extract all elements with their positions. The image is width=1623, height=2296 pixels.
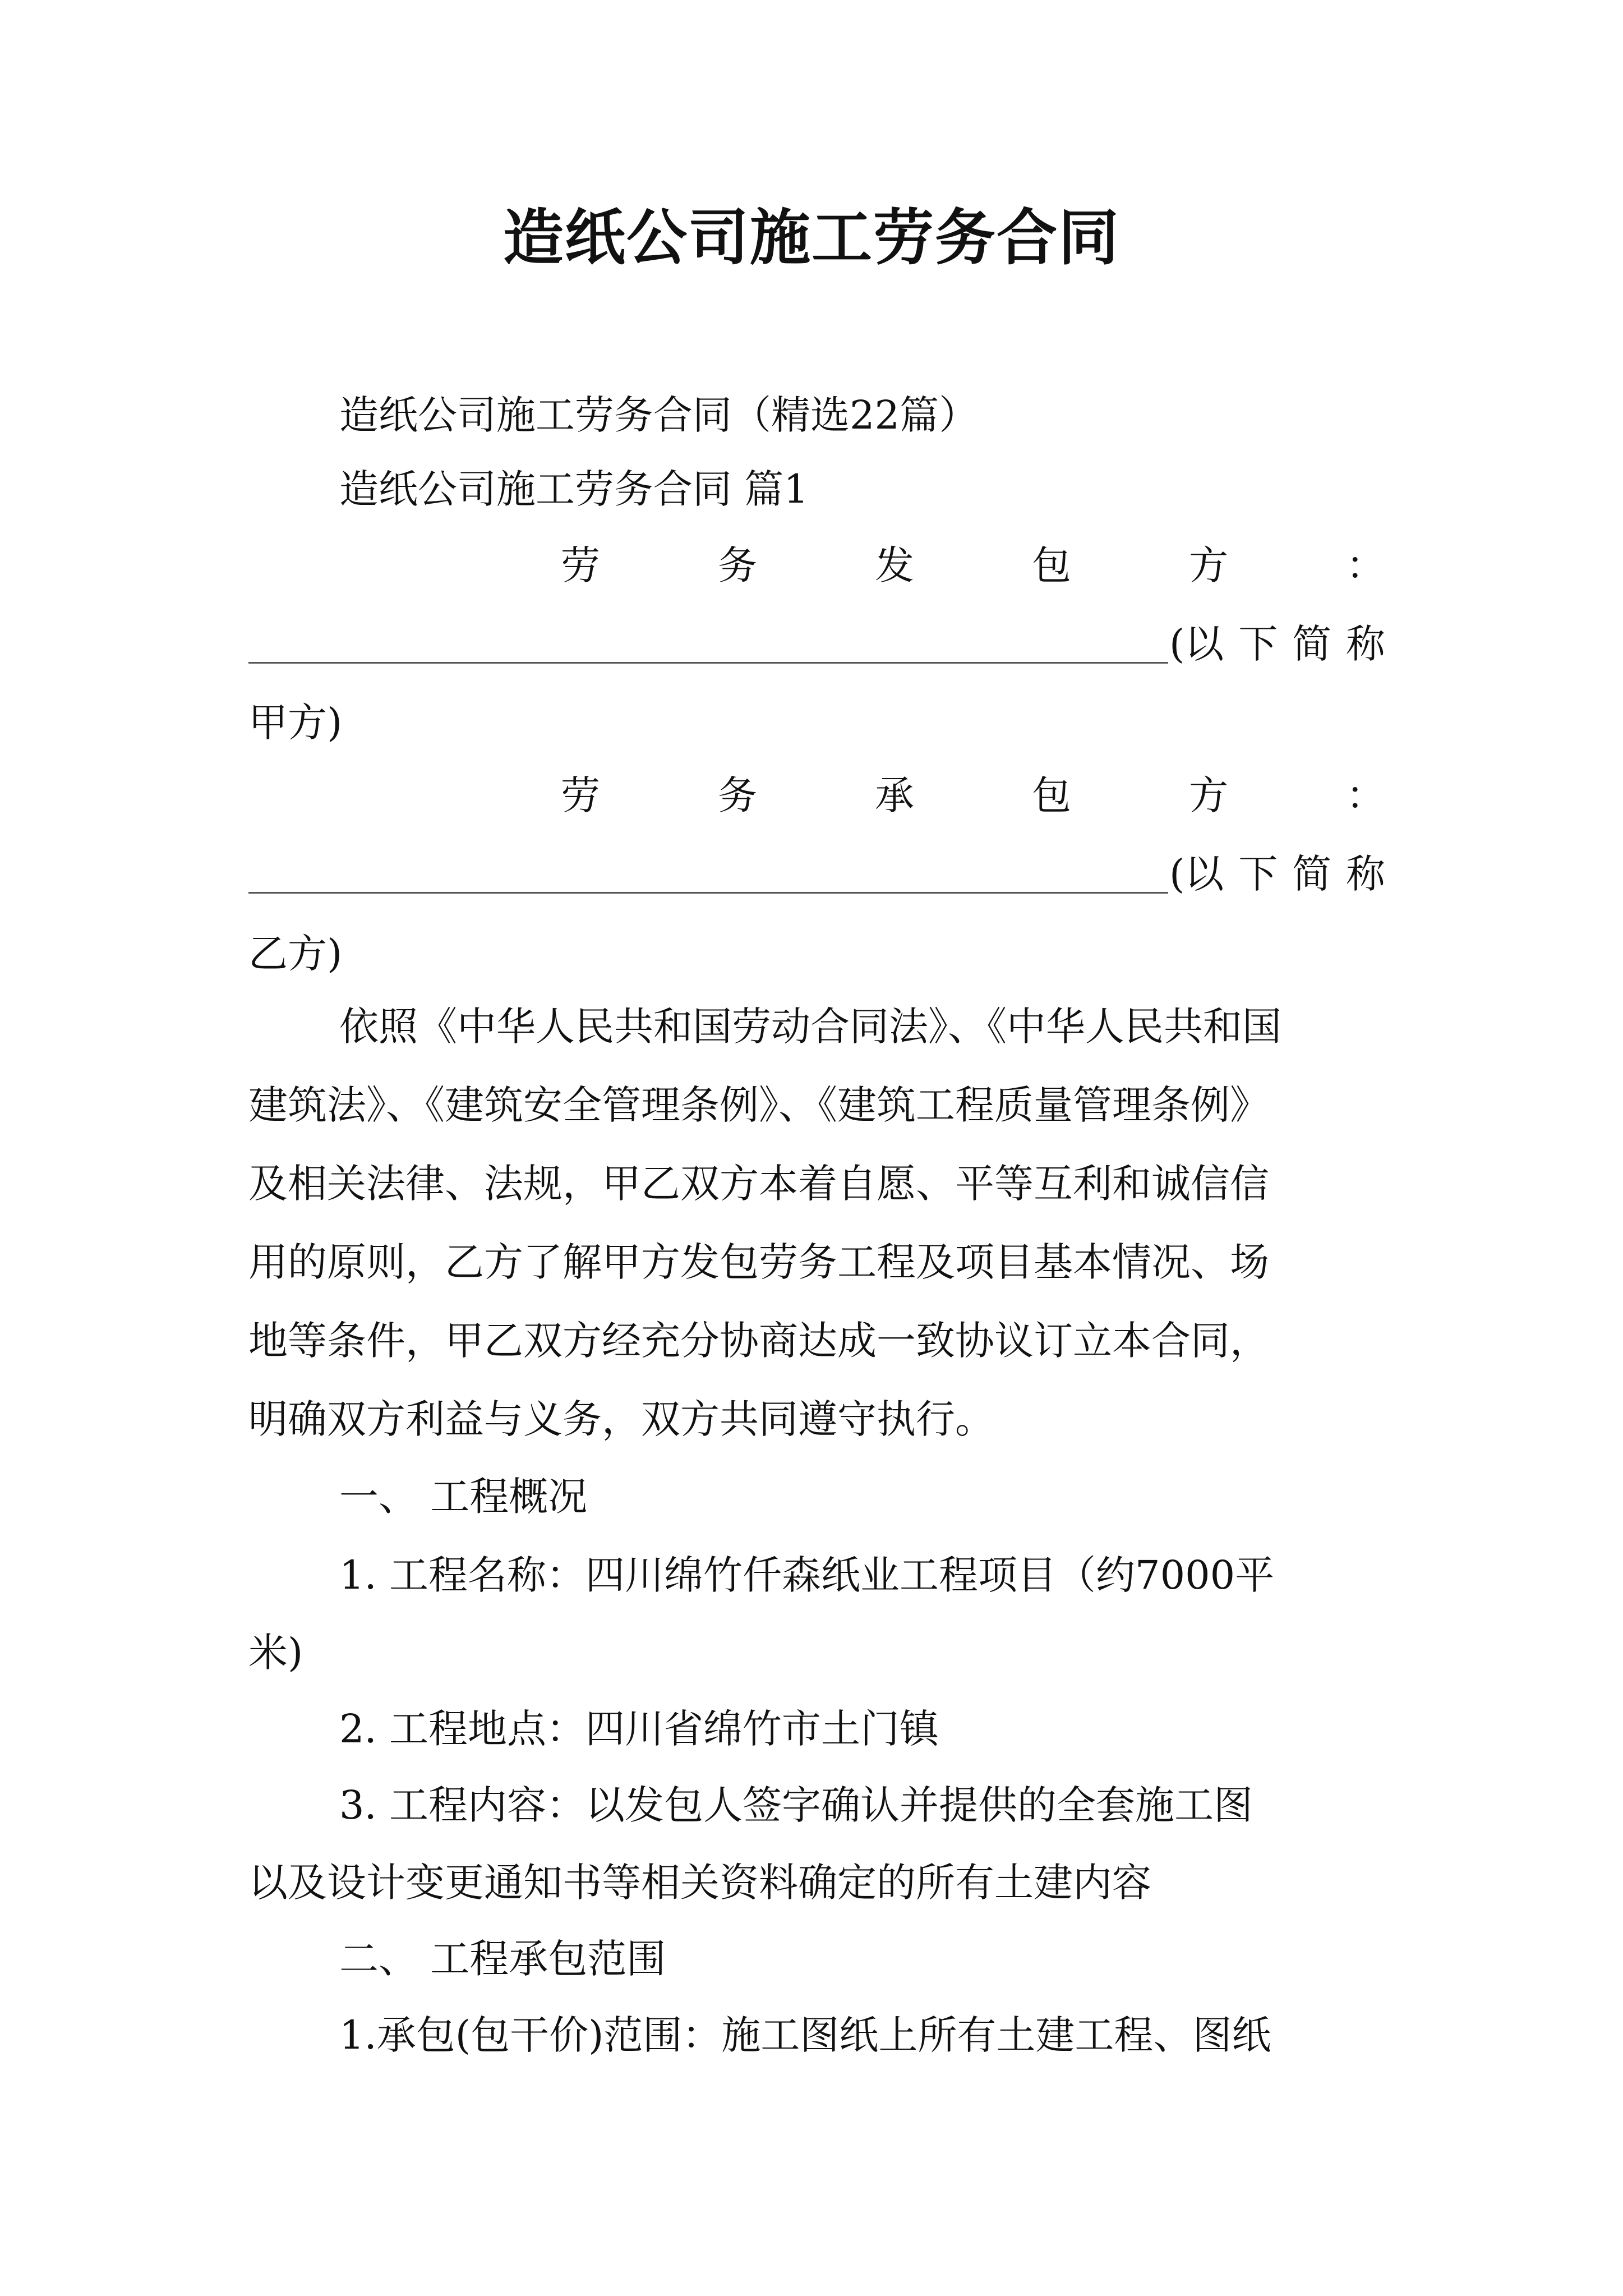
party-b-char: 承 xyxy=(875,772,914,818)
party-a-paren-char: (以 xyxy=(1169,621,1224,667)
section-heading: 二、 工程承包范围 xyxy=(339,1936,666,1982)
basis-line: 及相关法律、法规，甲乙双方本着自愿、平等互利和诚信信 xyxy=(248,1161,1269,1207)
part-heading: 造纸公司施工劳务合同 篇1 xyxy=(339,466,809,512)
party-a-label xyxy=(561,537,1385,593)
party-a-char: 包 xyxy=(1032,542,1071,588)
party-b-char: 务 xyxy=(718,772,757,818)
basis-line: 用的原则，乙方了解甲方发包劳务工程及项目基本情况、场 xyxy=(248,1239,1269,1285)
party-a-paren-char: 简 xyxy=(1292,621,1332,667)
party-a-paren-char: 下 xyxy=(1238,621,1278,667)
party-a-char: 劳 xyxy=(561,542,600,588)
list-item-cont: 米) xyxy=(248,1630,303,1676)
section-heading: 一、 工程概况 xyxy=(339,1474,588,1520)
party-a-char: 方 xyxy=(1189,542,1228,588)
party-b-paren-char: (以 xyxy=(1169,851,1224,897)
party-a-char: ： xyxy=(1346,542,1385,588)
list-item: 2. 工程地点：四川省绵竹市土门镇 xyxy=(339,1706,939,1752)
party-b-label xyxy=(561,767,1385,823)
party-b-cont: 乙方) xyxy=(248,931,343,977)
party-a-char: 发 xyxy=(875,542,914,588)
party-b-paren-char: 简 xyxy=(1292,851,1332,897)
party-b-char: 劳 xyxy=(561,772,600,818)
party-b-paren xyxy=(1169,846,1385,902)
party-a-blank-line xyxy=(248,662,1168,664)
list-item-cont: 以及设计变更通知书等相关资料确定的所有土建内容 xyxy=(248,1860,1151,1906)
party-a-paren xyxy=(1169,616,1385,672)
basis-line: 明确双方利益与义务，双方共同遵守执行。 xyxy=(248,1396,994,1442)
party-b-char: ： xyxy=(1346,772,1385,818)
party-b-blank-line xyxy=(248,892,1168,894)
party-b-paren-char: 称 xyxy=(1345,851,1385,897)
document-title: 造纸公司施工劳务合同 xyxy=(502,203,1120,273)
list-item: 3. 工程内容：以发包人签字确认并提供的全套施工图 xyxy=(339,1782,1253,1828)
list-item: 1. 工程名称：四川绵竹仟森纸业工程项目（约7000平 xyxy=(339,1552,1275,1598)
list-item: 1.承包(包干价)范围：施工图纸上所有土建工程、图纸 xyxy=(339,2012,1271,2058)
basis-line: 地等条件，甲乙双方经充分协商达成一致协议订立本合同， xyxy=(248,1318,1269,1364)
basis-line: 建筑法》、《建筑安全管理条例》、《建筑工程质量管理条例》 xyxy=(248,1082,1269,1128)
party-b-char: 方 xyxy=(1189,772,1228,818)
basis-line: 依照《中华人民共和国劳动合同法》、《中华人民共和国 xyxy=(339,1004,1281,1050)
party-b-char: 包 xyxy=(1032,772,1071,818)
party-b-paren-char: 下 xyxy=(1238,851,1278,897)
subtitle: 造纸公司施工劳务合同（精选22篇） xyxy=(339,392,979,438)
party-a-char: 务 xyxy=(718,542,757,588)
party-a-cont: 甲方) xyxy=(248,700,343,746)
party-a-paren-char: 称 xyxy=(1345,621,1385,667)
